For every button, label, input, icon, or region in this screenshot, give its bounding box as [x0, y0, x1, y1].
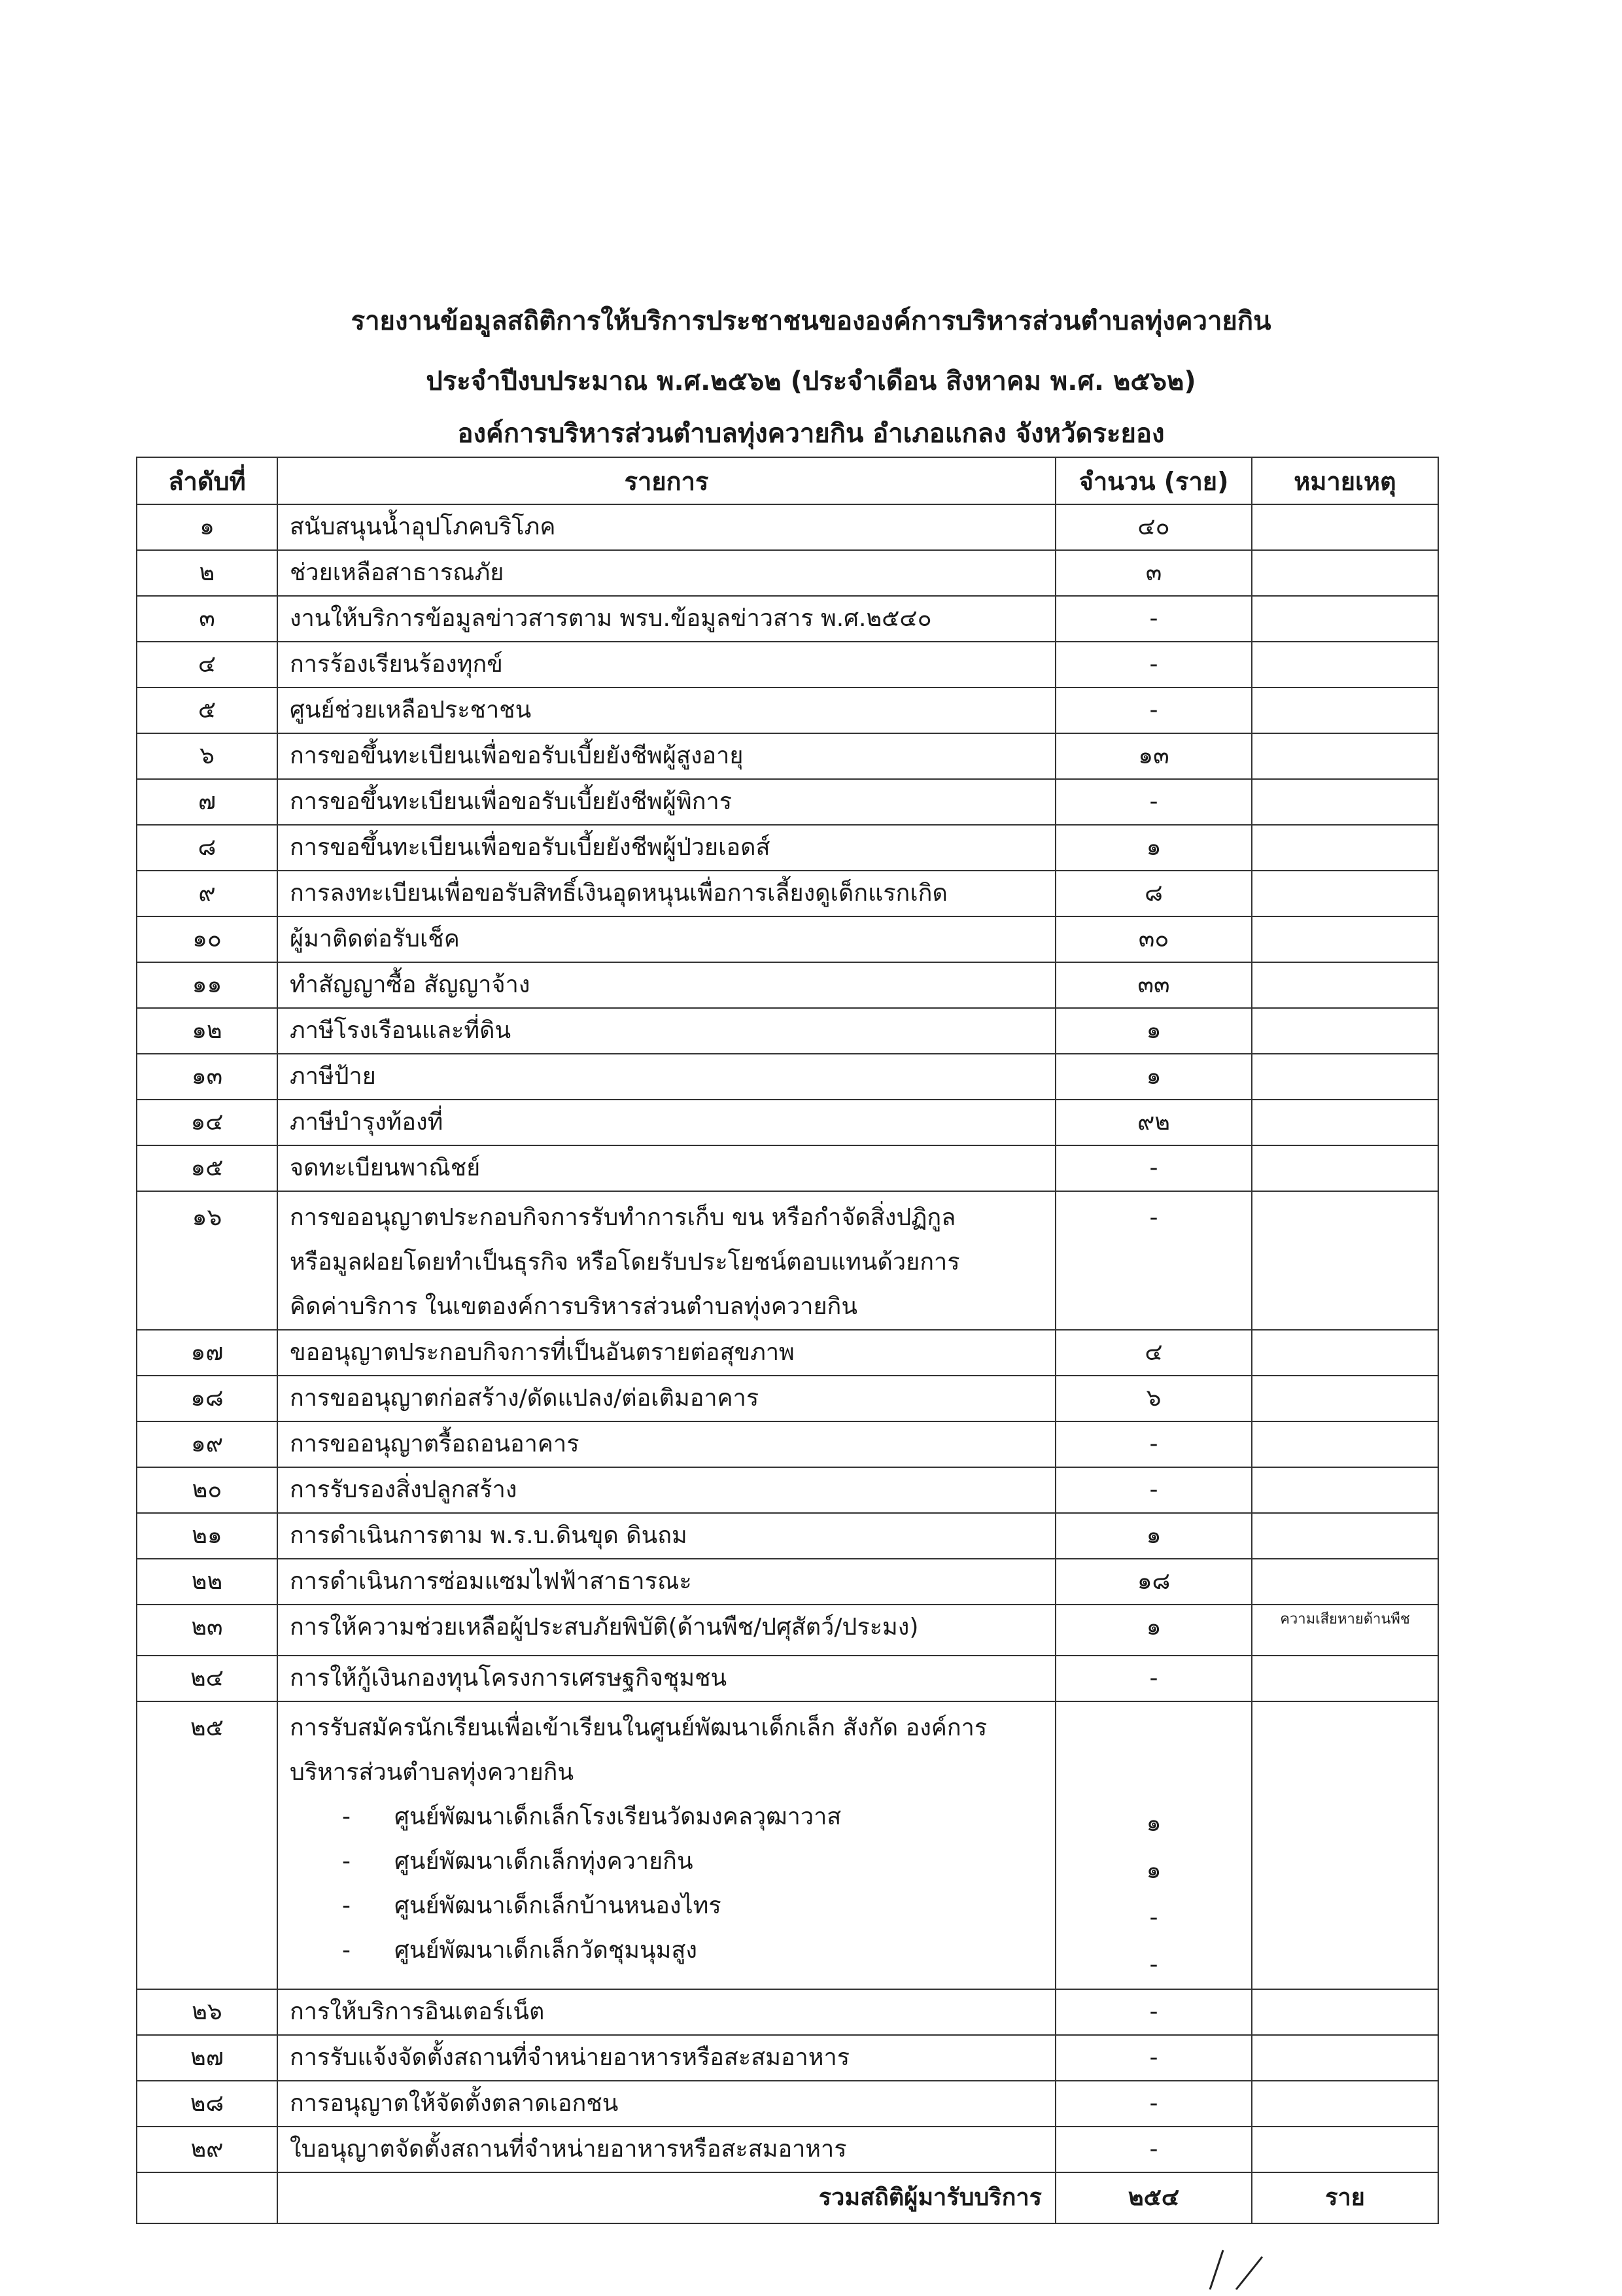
table-row	[137, 687, 1438, 733]
row-number: ๙	[137, 871, 277, 916]
row-count: -	[1056, 1421, 1252, 1467]
sub-item-label: ศูนย์พัฒนาเด็กเล็กทุ่งควายกิน	[394, 1848, 693, 1875]
sub-dash: -	[342, 1803, 351, 1830]
row-note	[1252, 2127, 1438, 2172]
row-count: -	[1056, 642, 1252, 687]
row-item: ภาษีบำรุงท้องที่	[277, 1100, 1056, 1145]
table-body-row25	[137, 1701, 1438, 1989]
sub-count: ๑	[1146, 1857, 1162, 1884]
row-note	[1252, 2035, 1438, 2081]
row-number: ๑๘	[137, 1376, 277, 1421]
row-count: -	[1056, 1467, 1252, 1513]
table-body-b	[137, 1330, 1438, 1701]
table-row	[137, 916, 1438, 962]
row-count: ๓๐	[1056, 916, 1252, 962]
row-number: ๑๑	[137, 962, 277, 1008]
header-no: ลำดับที่	[137, 457, 277, 504]
row-number: ๑	[137, 504, 277, 550]
row-number: ๑๐	[137, 916, 277, 962]
row-number: ๑๙	[137, 1421, 277, 1467]
sub-item	[290, 1884, 1055, 1928]
table-row	[137, 1145, 1438, 1191]
row-number: ๑๗	[137, 1330, 277, 1376]
row-number: ๔	[137, 642, 277, 687]
row-item: ศูนย์ช่วยเหลือประชาชน	[277, 687, 1056, 733]
table-row	[137, 1513, 1438, 1559]
row-number: ๒๖	[137, 1989, 277, 2035]
row-note	[1252, 1559, 1438, 1605]
row-item: ช่วยเหลือสาธารณภัย	[277, 550, 1056, 596]
table-row	[137, 1376, 1438, 1421]
total-unit: ราย	[1252, 2172, 1438, 2223]
sub-item-label: ศูนย์พัฒนาเด็กเล็กบ้านหนองไทร	[394, 1892, 721, 1919]
table-row	[137, 1054, 1438, 1100]
table-row	[137, 1989, 1438, 2035]
table-row	[137, 1701, 1438, 1989]
table-row	[137, 1559, 1438, 1605]
row-item: การดำเนินการซ่อมแซมไฟฟ้าสาธารณะ	[277, 1559, 1056, 1605]
table-row	[137, 550, 1438, 596]
row-count: -	[1056, 1145, 1252, 1191]
row-note	[1252, 733, 1438, 779]
row-note	[1252, 1656, 1438, 1701]
row-item: การลงทะเบียนเพื่อขอรับสิทธิ์เงินอุดหนุนเพื่อการเลี้ยงดูเด็กแรกเกิด	[277, 871, 1056, 916]
row-number: ๒๑	[137, 1513, 277, 1559]
row-item: ภาษีโรงเรือนและที่ดิน	[277, 1008, 1056, 1054]
row-number: ๗	[137, 779, 277, 825]
sub-dash: -	[342, 1848, 351, 1875]
row-item: การขอขึ้นทะเบียนเพื่อขอรับเบี้ยยังชีพผู้พิการ	[277, 779, 1056, 825]
table-header-row	[137, 457, 1438, 504]
row-note	[1252, 1989, 1438, 2035]
row-count: ๓๓	[1056, 962, 1252, 1008]
row-note	[1252, 596, 1438, 642]
row-item: การดำเนินการตาม พ.ร.บ.ดินขุด ดินถม	[277, 1513, 1056, 1559]
table-row	[137, 2035, 1438, 2081]
row-item: การรับแจ้งจัดตั้งสถานที่จำหน่ายอาหารหรือสะสมอาหาร	[277, 2035, 1056, 2081]
row-note	[1252, 825, 1438, 871]
row-count: ๖	[1056, 1376, 1252, 1421]
row-note	[1252, 1054, 1438, 1100]
row-count: -	[1056, 687, 1252, 733]
sub-item-label: ศูนย์พัฒนาเด็กเล็กวัดชุมนุมสูง	[394, 1937, 697, 1964]
table-row	[137, 2127, 1438, 2172]
row-note	[1252, 687, 1438, 733]
row-note	[1252, 504, 1438, 550]
row-number: ๒๕	[137, 1701, 277, 1989]
row-count: ๑	[1056, 1054, 1252, 1100]
report-title-line2: ประจำปีงบประมาณ พ.ศ.๒๕๖๒ (ประจำเดือน สิงหาคม พ.ศ. ๒๕๖๒)	[426, 366, 1196, 396]
sub-dash: -	[342, 1937, 351, 1964]
row-count	[1056, 1701, 1252, 1989]
row-item: ขออนุญาตประกอบกิจการที่เป็นอันตรายต่อสุขภาพ	[277, 1330, 1056, 1376]
row-item: การขออนุญาตก่อสร้าง/ดัดแปลง/ต่อเติมอาคาร	[277, 1376, 1056, 1421]
row-number: ๒	[137, 550, 277, 596]
row-note: ความเสียหายด้านพืช	[1252, 1605, 1438, 1656]
row-number: ๑๒	[137, 1008, 277, 1054]
row-count: -	[1056, 2127, 1252, 2172]
row-item: การรับรองสิ่งปลูกสร้าง	[277, 1467, 1056, 1513]
table-row	[137, 825, 1438, 871]
sub-count: -	[1149, 1951, 1158, 1978]
row-item	[277, 1701, 1056, 1989]
row-number: ๓	[137, 596, 277, 642]
row-item-line: คิดค่าบริการ ในเขตองค์การบริหารส่วนตำบลทุ่งควายกิน	[290, 1293, 857, 1320]
sub-item	[290, 1795, 1055, 1839]
row-count: ๓	[1056, 550, 1252, 596]
row-number: ๑๕	[137, 1145, 277, 1191]
table-row	[137, 596, 1438, 642]
sub-count: ๑	[1146, 1810, 1162, 1837]
total-row	[137, 2172, 1438, 2223]
sub-item	[290, 1839, 1055, 1884]
row-note	[1252, 1421, 1438, 1467]
row-item: ใบอนุญาตจัดตั้งสถานที่จำหน่ายอาหารหรือสะสมอาหาร	[277, 2127, 1056, 2172]
row-item-line: บริหารส่วนตำบลทุ่งควายกิน	[290, 1759, 574, 1786]
row-number: ๒๗	[137, 2035, 277, 2081]
header-note: หมายเหตุ	[1252, 457, 1438, 504]
row-count: ๘	[1056, 871, 1252, 916]
row-item: การขอขึ้นทะเบียนเพื่อขอรับเบี้ยยังชีพผู้ป่วยเอดส์	[277, 825, 1056, 871]
table-row	[137, 2081, 1438, 2127]
table-body-c	[137, 1989, 1438, 2172]
table-body-row16	[137, 1191, 1438, 1330]
table-row	[137, 1421, 1438, 1467]
row-note	[1252, 962, 1438, 1008]
report-title-line1: รายงานข้อมูลสถิติการให้บริการประชาชนขององค์การบริหารส่วนตำบลทุ่งควายกิน	[351, 306, 1271, 336]
row-count: ๑	[1056, 1605, 1252, 1656]
row-item-line: การรับสมัครนักเรียนเพื่อเข้าเรียนในศูนย์พัฒนาเด็กเล็ก สังกัด องค์การ	[290, 1714, 988, 1741]
total-count: ๒๕๔	[1056, 2172, 1252, 2223]
row-number: ๑๓	[137, 1054, 277, 1100]
row-note	[1252, 1008, 1438, 1054]
row-note	[1252, 1513, 1438, 1559]
row-count: ๔	[1056, 1330, 1252, 1376]
table-row	[137, 1008, 1438, 1054]
sub-item-label: ศูนย์พัฒนาเด็กเล็กโรงเรียนวัดมงคลวุฒาวาส	[394, 1803, 842, 1830]
row-note	[1252, 642, 1438, 687]
row-note	[1252, 916, 1438, 962]
row-number: ๘	[137, 825, 277, 871]
row-note	[1252, 1701, 1438, 1989]
row-note	[1252, 550, 1438, 596]
table-row	[137, 1467, 1438, 1513]
row-note	[1252, 1191, 1438, 1330]
row-item: การอนุญาตให้จัดตั้งตลาดเอกชน	[277, 2081, 1056, 2127]
table-body-a	[137, 504, 1438, 1191]
row-count: ๙๒	[1056, 1100, 1252, 1145]
row-note	[1252, 2081, 1438, 2127]
row-number: ๒๙	[137, 2127, 277, 2172]
row-count: ๑๓	[1056, 733, 1252, 779]
row-note	[1252, 1100, 1438, 1145]
row-count: -	[1056, 2035, 1252, 2081]
row-number: ๑๖	[137, 1191, 277, 1330]
row-item: จดทะเบียนพาณิชย์	[277, 1145, 1056, 1191]
table-row	[137, 504, 1438, 550]
row-item: งานให้บริการข้อมูลข่าวสารตาม พรบ.ข้อมูลข่าวสาร พ.ศ.๒๕๔๐	[277, 596, 1056, 642]
sub-item	[290, 1928, 1055, 1973]
table-row	[137, 1605, 1438, 1656]
row-item: การให้บริการอินเตอร์เน็ต	[277, 1989, 1056, 2035]
header-count: จำนวน (ราย)	[1056, 457, 1252, 504]
row-number: ๒๘	[137, 2081, 277, 2127]
row-number: ๒๒	[137, 1559, 277, 1605]
row-note	[1252, 1145, 1438, 1191]
row-count: -	[1056, 1989, 1252, 2035]
row-item: การให้ความช่วยเหลือผู้ประสบภัยพิบัติ(ด้านพืช/ปศุสัตว์/ประมง)	[277, 1605, 1056, 1656]
table-row	[137, 871, 1438, 916]
row-item: การร้องเรียนร้องทุกข์	[277, 642, 1056, 687]
row-count: ๑๘	[1056, 1559, 1252, 1605]
row-number: ๒๐	[137, 1467, 277, 1513]
row-item: ภาษีป้าย	[277, 1054, 1056, 1100]
row-item: ทำสัญญาซื้อ สัญญาจ้าง	[277, 962, 1056, 1008]
report-title-line3: องค์การบริหารส่วนตำบลทุ่งควายกิน อำเภอแกลง จังหวัดระยอง	[457, 419, 1165, 449]
sub-count: -	[1149, 1904, 1158, 1931]
table-row	[137, 642, 1438, 687]
row-number: ๒๓	[137, 1605, 277, 1656]
row-count: ๔๐	[1056, 504, 1252, 550]
row-item: การขออนุญาตรื้อถอนอาคาร	[277, 1421, 1056, 1467]
statistics-table	[136, 457, 1439, 2224]
row-count: -	[1056, 1656, 1252, 1701]
row-count: ๑	[1056, 1513, 1252, 1559]
check-mark-signature	[1197, 2237, 1269, 2296]
table-row	[137, 1191, 1438, 1330]
row-item-line: การขออนุญาตประกอบกิจการรับทำการเก็บ ขน หรือกำจัดสิ่งปฏิกูล	[290, 1204, 956, 1231]
row-note	[1252, 871, 1438, 916]
table-row	[137, 1330, 1438, 1376]
row-count: -	[1056, 779, 1252, 825]
row-item: การขอขึ้นทะเบียนเพื่อขอรับเบี้ยยังชีพผู้สูงอายุ	[277, 733, 1056, 779]
row-number: ๒๔	[137, 1656, 277, 1701]
sub-dash: -	[342, 1892, 351, 1919]
table-row	[137, 779, 1438, 825]
table-total	[137, 2172, 1438, 2223]
row-number: ๕	[137, 687, 277, 733]
row-item-line: หรือมูลฝอยโดยทำเป็นธุรกิจ หรือโดยรับประโยชน์ตอบแทนด้วยการ	[290, 1249, 960, 1276]
row-count: ๑	[1056, 1008, 1252, 1054]
row-count: -	[1056, 1191, 1252, 1330]
row-count: -	[1056, 2081, 1252, 2127]
row-count: -	[1056, 596, 1252, 642]
header-item: รายการ	[277, 457, 1056, 504]
row-note	[1252, 1376, 1438, 1421]
row-note	[1252, 779, 1438, 825]
row-count: ๑	[1056, 825, 1252, 871]
table-row	[137, 733, 1438, 779]
table-row	[137, 962, 1438, 1008]
table-row	[137, 1656, 1438, 1701]
row-number: ๑๔	[137, 1100, 277, 1145]
row-note	[1252, 1330, 1438, 1376]
table-row	[137, 1100, 1438, 1145]
total-label: รวมสถิติผู้มารับบริการ	[277, 2172, 1056, 2223]
row-item: การให้กู้เงินกองทุนโครงการเศรษฐกิจชุมชน	[277, 1656, 1056, 1701]
row-number: ๖	[137, 733, 277, 779]
row-item: สนับสนุนน้ำอุปโภคบริโภค	[277, 504, 1056, 550]
row-item	[277, 1191, 1056, 1330]
row-note	[1252, 1467, 1438, 1513]
row-item: ผู้มาติดต่อรับเช็ค	[277, 916, 1056, 962]
